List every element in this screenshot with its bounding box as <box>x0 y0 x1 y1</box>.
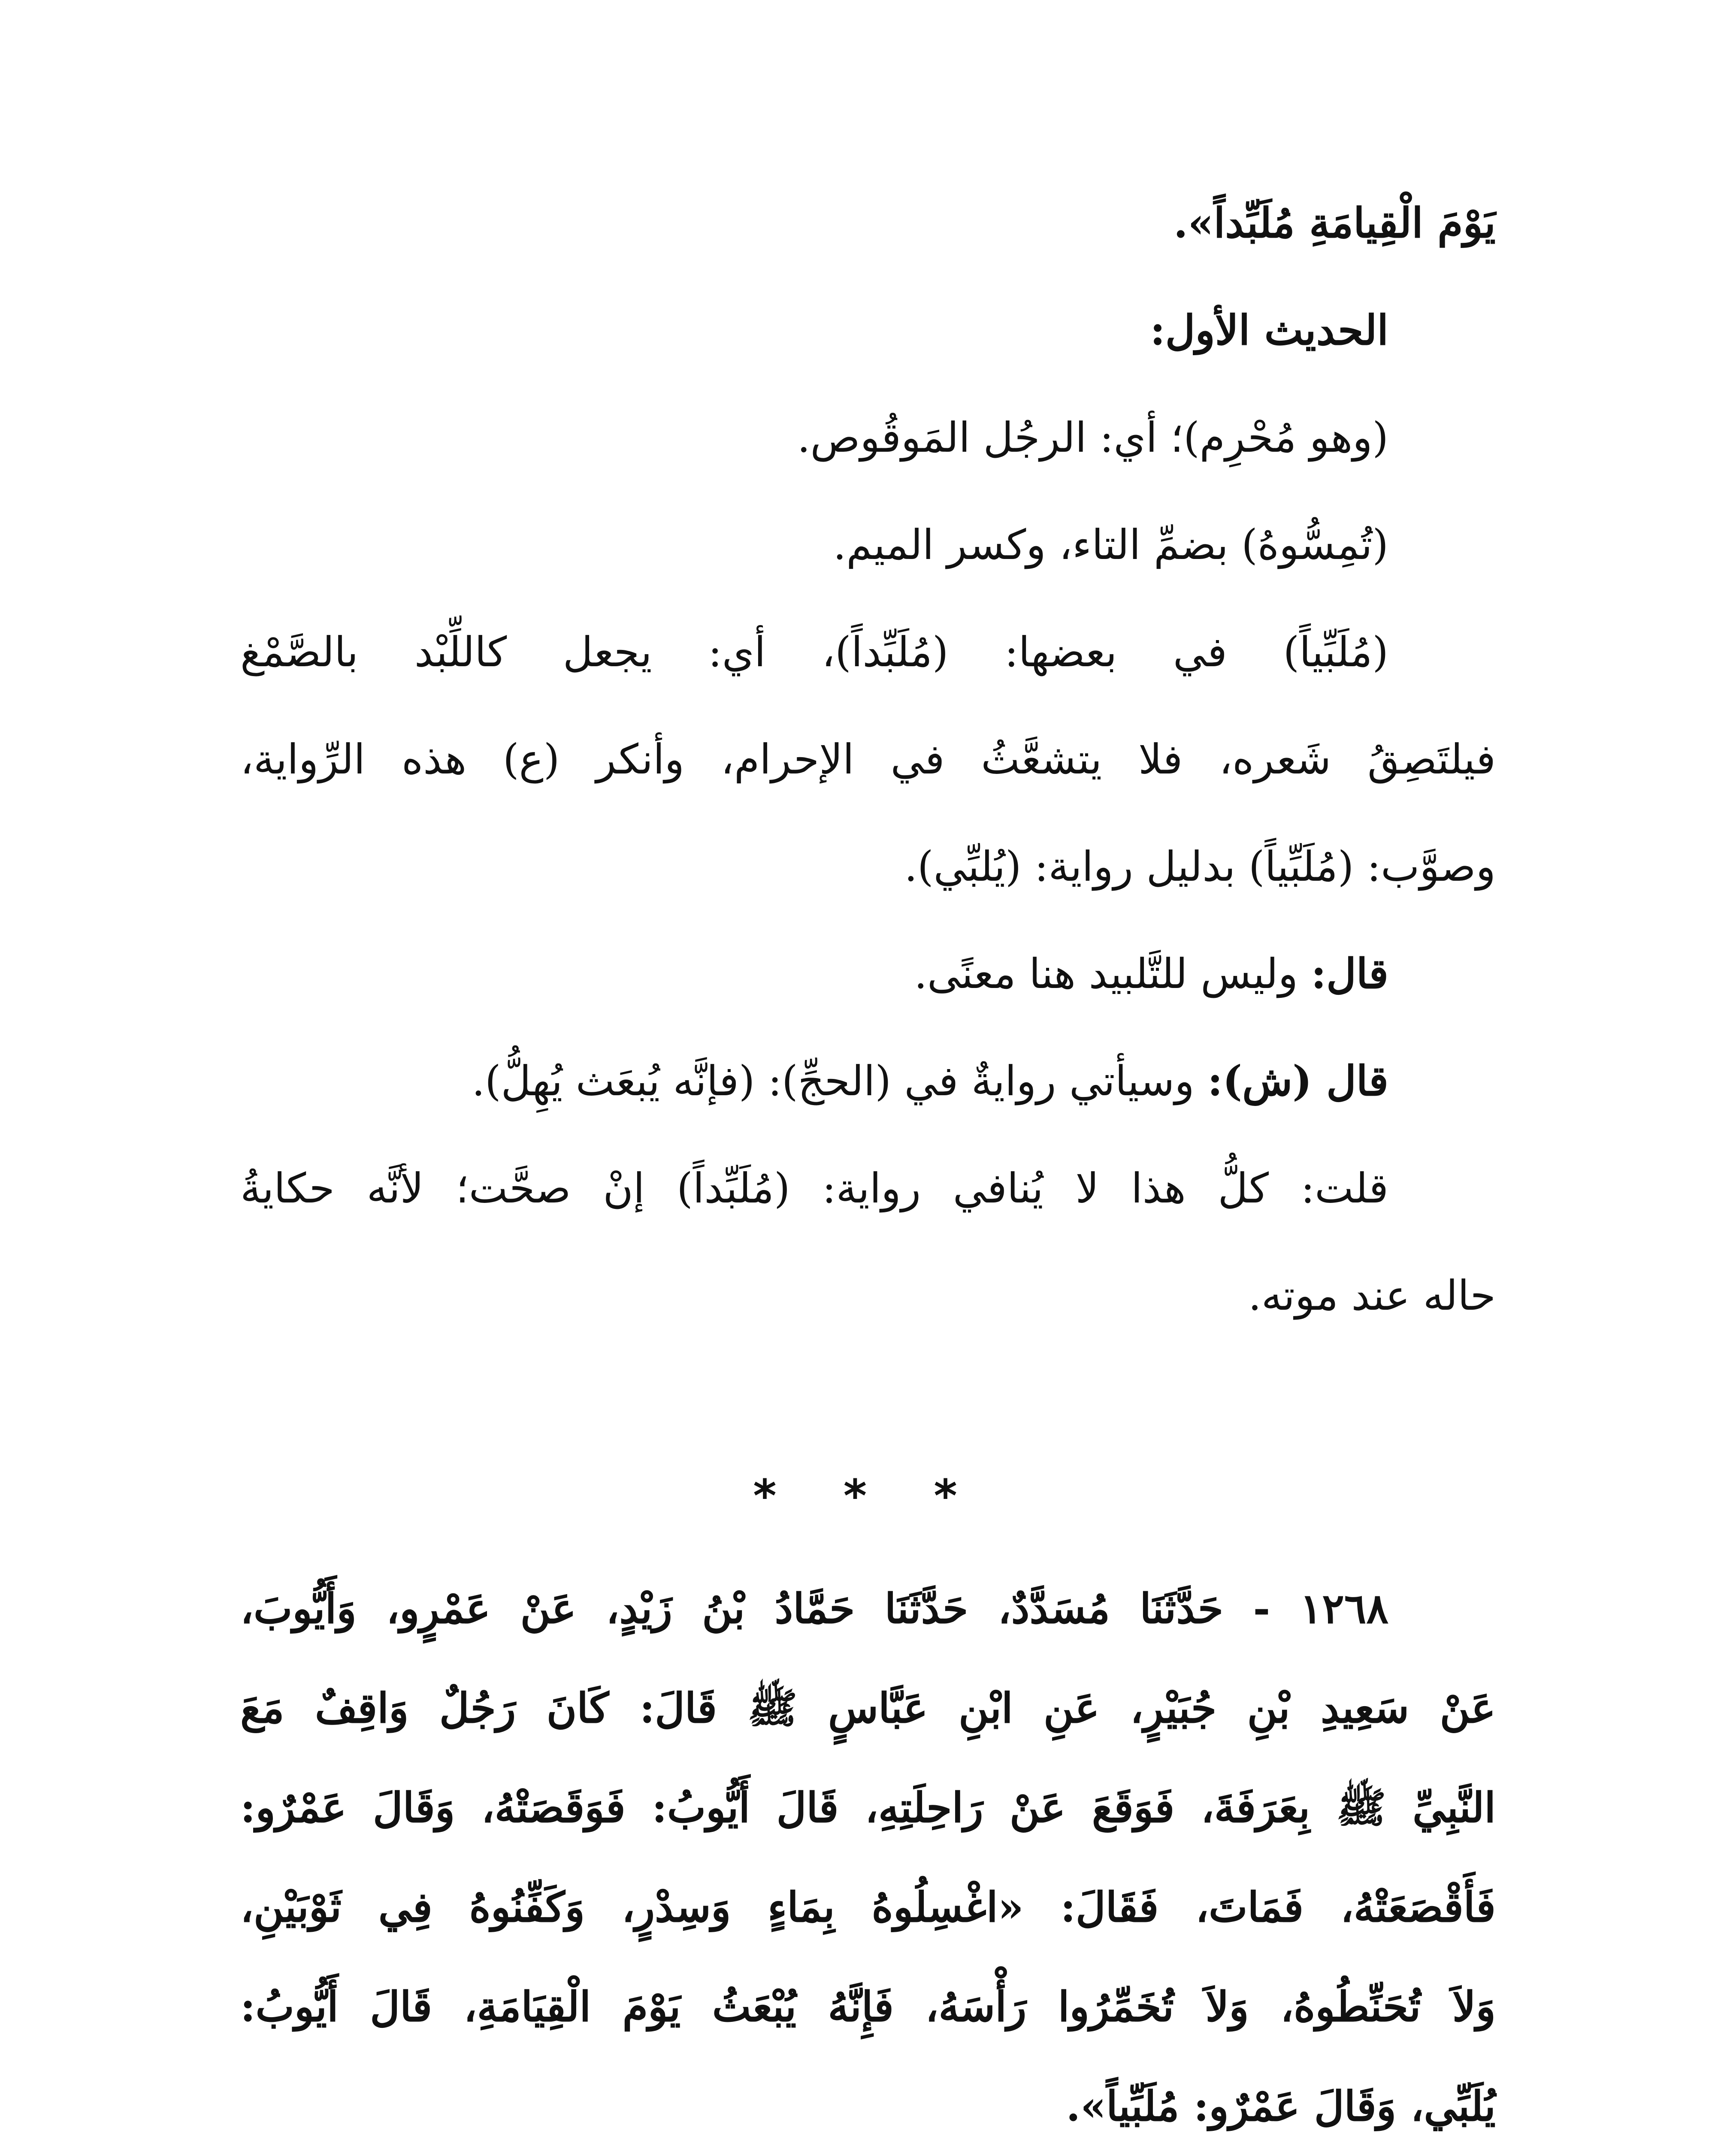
commentary-line: (وهو مُحْرِم)؛ أي: الرجُل المَوقُوص. <box>797 414 1388 462</box>
hadith-line: يُلَبِّي، وَقَالَ عَمْرٌو: مُلَبِّياً». <box>1066 2082 1496 2130</box>
hadith-line: وَلاَ تُحَنِّطُوهُ، وَلاَ تُخَمِّرُوا رَأْسَهُ، فَإِنَّهُ يُبْعَثُ يَوْمَ الْقِيَامَةِ، قَالَ أَيُّوبُ: <box>240 1982 1496 2031</box>
commentary-line: وصوَّب: (مُلَبِّياً) بدليل رواية: (يُلبِّي). <box>904 843 1496 891</box>
commentary-line: قلت: كلُّ هذا لا يُنافي رواية: (مُلَبِّداً) إنْ صحَّت؛ لأنَّه حكايةُ <box>240 1164 1388 1212</box>
speaker-label: قال (ش): <box>1207 1057 1388 1105</box>
commentary-line: (مُلَبِّياً) في بعضها: (مُلَبِّداً)، أي: يجعل كاللِّبْد بالصَّمْغ <box>240 628 1388 676</box>
commentary-section <box>240 199 1496 1381</box>
commentary-text: وليس للتَّلبيد هنا معنًى. <box>914 950 1311 998</box>
section-separator: * * * <box>753 1470 983 1522</box>
section-heading: الحديث الأول: <box>1150 306 1388 354</box>
hadith-text <box>240 1584 1496 2145</box>
hadith-line: عَنْ سَعِيدِ بْنِ جُبَيْرٍ، عَنِ ابْنِ عَبَّاسٍ ﷺ قَالَ: كَانَ رَجُلٌ وَاقِفٌ مَعَ <box>240 1684 1496 1732</box>
commentary-text: وسيأتي روايةٌ في (الحجِّ): (فإنَّه يُبعَث يُهِلُّ). <box>472 1057 1208 1105</box>
commentary-line: حاله عند موته. <box>1248 1272 1496 1320</box>
hadith-ending-line: يَوْمَ الْقِيامَةِ مُلَبِّداً». <box>1173 199 1496 247</box>
commentary-line: فيلتَصِقُ شَعره، فلا يتشعَّثُ في الإحرام، وأنكر (ع) هذه الرِّواية، <box>240 735 1496 783</box>
hadith-line: ١٢٦٨ - حَدَّثَنَا مُسَدَّدٌ، حَدَّثَنَا حَمَّادُ بْنُ زَيْدٍ، عَنْ عَمْرٍو، وَأَيُّوبَ، <box>240 1584 1388 1633</box>
commentary-line: (تُمِسُّوهُ) بضمِّ التاء، وكسر الميم. <box>833 521 1388 569</box>
commentary-line <box>240 1057 1496 1105</box>
commentary-line <box>240 949 1496 998</box>
hadith-line: النَّبِيِّ ﷺ بِعَرَفَةَ، فَوَقَعَ عَنْ رَاحِلَتِهِ، قَالَ أَيُّوبُ: فَوَقَصَتْهُ، وَقَالَ عَمْرٌو: <box>240 1783 1496 1832</box>
speaker-label: قال: <box>1311 949 1388 998</box>
hadith-line: فَأَقْصَعَتْهُ، فَمَاتَ، فَقَالَ: «اغْسِلُوهُ بِمَاءٍ وَسِدْرٍ، وَكَفِّنُوهُ فِي ثَوْبَيْنِ، <box>240 1883 1496 1931</box>
